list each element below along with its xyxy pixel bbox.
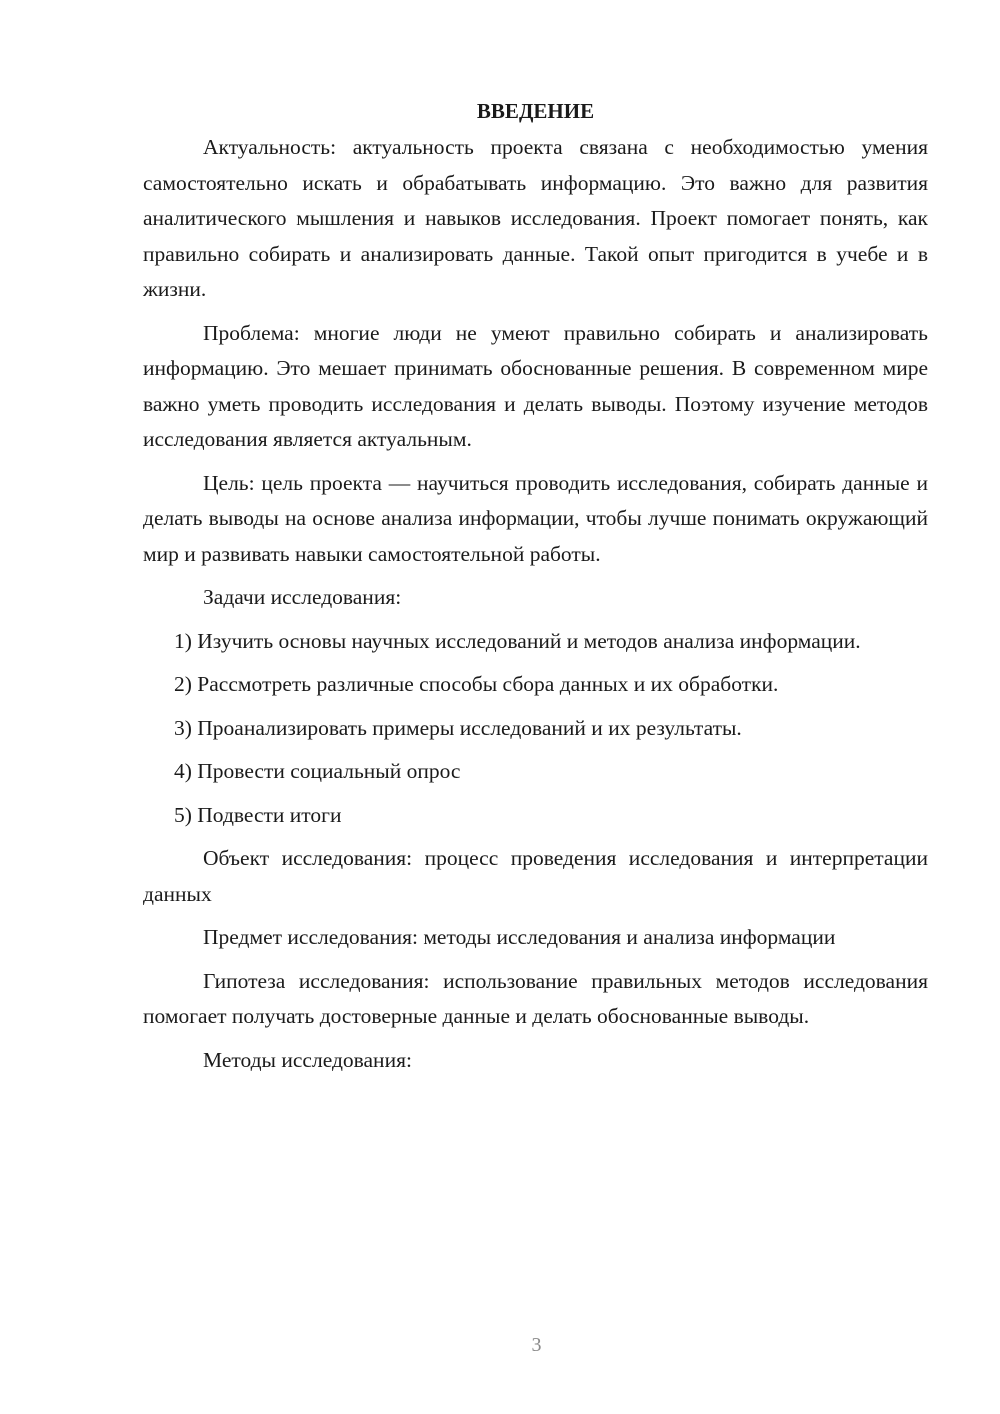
document-page bbox=[143, 96, 928, 1078]
task-item-4: 4) Провести социальный опрос bbox=[174, 759, 461, 783]
paragraph-problem: Проблема: многие люди не умеют правильно собирать и анализировать информацию. Это мешает принимать обоснованные решения. В современном мире важно уметь проводить исследования и делать выводы. Поэтому изучение методов исследования является актуальным. bbox=[143, 320, 928, 451]
page-title: ВВЕДЕНИЕ bbox=[476, 99, 595, 123]
tasks-heading: Задачи исследования: bbox=[203, 585, 402, 609]
paragraph-subject: Предмет исследования: методы исследования и анализа информации bbox=[203, 925, 836, 949]
paragraph-relevance: Актуальность: актуальность проекта связана с необходимостью умения самостоятельно искать и обрабатывать информацию. Это важно для развития аналитического мышления и навыков исследования. Проект помогает понять, как правильно собирать и анализировать данные. Такой опыт пригодится в учебе и в жизни. bbox=[143, 135, 928, 301]
methods-heading: Методы исследования: bbox=[203, 1047, 412, 1072]
paragraph-hypothesis: Гипотеза исследования: использование правильных методов исследования помогает получать достоверные данные и делать обоснованные выводы. bbox=[143, 968, 928, 1028]
task-item-2: 2) Рассмотреть различные способы сбора данных и их обработки. bbox=[174, 672, 779, 696]
task-item-5: 5) Подвести итоги bbox=[174, 802, 342, 827]
page-number: 3 bbox=[531, 1334, 542, 1356]
task-item-3: 3) Проанализировать примеры исследований и их результаты. bbox=[174, 715, 742, 740]
paragraph-object: Объект исследования: процесс проведения исследования и интерпретации данных bbox=[143, 846, 928, 906]
paragraph-goal: Цель: цель проекта — научиться проводить исследования, собирать данные и делать выводы на основе анализа информации, чтобы лучше понимать окружающий мир и развивать навыки самостоятельной работы. bbox=[143, 470, 928, 566]
task-item-1: 1) Изучить основы научных исследований и методов анализа информации. bbox=[174, 628, 861, 653]
